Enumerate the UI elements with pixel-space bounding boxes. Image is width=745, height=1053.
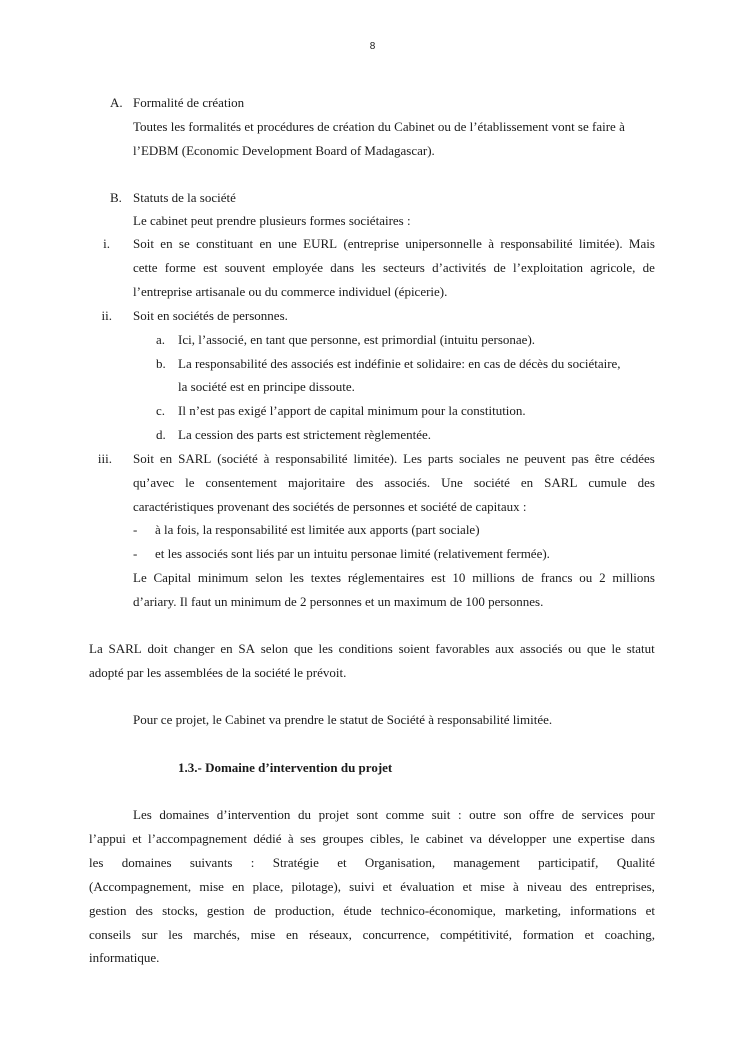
page-number: 8 <box>369 41 376 52</box>
section-b-marker: B. <box>110 190 122 205</box>
item-i-line-2: cette forme est souvent employée dans les secteurs d’activités de l’exploitation agricole, de <box>133 260 655 275</box>
item-i-line-1: Soit en se constituant en une EURL (entreprise unipersonnelle à responsabilité limitée). Mais <box>133 236 655 251</box>
sub-b-line-1: La responsabilité des associés est indéfinie et solidaire: en cas de décès du sociétaire, <box>178 356 621 371</box>
section-b-title: Statuts de la société <box>133 190 236 205</box>
sarl-paragraph-line-2: adopté par les assemblées de la société le prévoit. <box>89 665 347 680</box>
capital-line-1: Le Capital minimum selon les textes réglementaires est 10 millions de francs ou 2 millions <box>133 570 655 585</box>
section-a-line-1: Toutes les formalités et procédures de création du Cabinet ou de l’établissement vont se faire à <box>133 119 625 134</box>
section-heading-1-3: 1.3.- Domaine d’intervention du projet <box>178 760 393 775</box>
sub-d-marker: d. <box>156 427 166 442</box>
section-a-line-2: l’EDBM (Economic Development Board of Madagascar). <box>133 143 435 158</box>
sub-a-text: Ici, l’associé, en tant que personne, est primordial (intuitu personae). <box>178 332 536 347</box>
capital-line-2: d’ariary. Il faut un minimum de 2 personnes et un maximum de 100 personnes. <box>133 594 544 609</box>
sarl-paragraph-line-1: La SARL doit changer en SA selon que les conditions soient favorables aux associés ou que le statut <box>89 641 655 656</box>
item-i-marker: i. <box>103 236 110 251</box>
item-iii-line-2: qu’avec le consentement majoritaire des associés. Une société en SARL cumule des <box>133 475 655 490</box>
sub-a-marker: a. <box>156 332 166 347</box>
item-ii-line: Soit en sociétés de personnes. <box>133 308 288 323</box>
section-a-title: Formalité de création <box>133 95 245 110</box>
item-iii-marker: iii. <box>97 451 112 466</box>
dash-1-marker: - <box>133 522 138 537</box>
dash-2-text: et les associés sont liés par un intuitu personae limité (relativement fermée). <box>155 546 550 561</box>
dash-1-text: à la fois, la responsabilité est limitée aux apports (part sociale) <box>155 522 480 537</box>
domaines-line-4: (Accompagnement, mise en place, pilotage), suivi et évaluation et mise à niveau des entreprises, <box>89 879 655 894</box>
dash-2-marker: - <box>133 546 138 561</box>
domaines-line-1: Les domaines d’intervention du projet sont comme suit : outre son offre de services pour <box>133 807 655 822</box>
item-iii-line-3: caractéristiques provenant des sociétés de personnes et société de capitaux : <box>133 499 527 514</box>
domaines-line-5: gestion des stocks, gestion de production, étude technico-économique, marketing, informations et <box>89 903 655 918</box>
domaines-line-7: informatique. <box>89 950 160 965</box>
sub-b-marker: b. <box>156 356 166 371</box>
sub-c-marker: c. <box>156 403 166 418</box>
domaines-line-2: l’appui et l’accompagnement dédié à ses groupes cibles, le cabinet va développer une expertise dans <box>89 831 655 846</box>
section-a-marker: A. <box>110 95 123 110</box>
item-iii-line-1: Soit en SARL (société à responsabilité limitée). Les parts sociales ne peuvent pas être cédées <box>133 451 655 466</box>
item-ii-marker: ii. <box>101 308 112 323</box>
projet-paragraph: Pour ce projet, le Cabinet va prendre le statut de Société à responsabilité limitée. <box>133 712 553 727</box>
sub-c-text: Il n’est pas exigé l’apport de capital minimum pour la constitution. <box>178 403 526 418</box>
section-b-intro: Le cabinet peut prendre plusieurs formes sociétaires : <box>133 213 411 228</box>
domaines-line-3: les domaines suivants : Stratégie et Organisation, management participatif, Qualité <box>89 855 655 870</box>
item-i-line-3: l’entreprise artisanale ou du commerce individuel (épicerie). <box>133 284 448 299</box>
domaines-line-6: conseils sur les marchés, mise en réseaux, concurrence, compétitivité, formation et coaching, <box>89 927 655 942</box>
sub-d-text: La cession des parts est strictement règlementée. <box>178 427 432 442</box>
sub-b-line-2: la société est en principe dissoute. <box>178 379 355 394</box>
